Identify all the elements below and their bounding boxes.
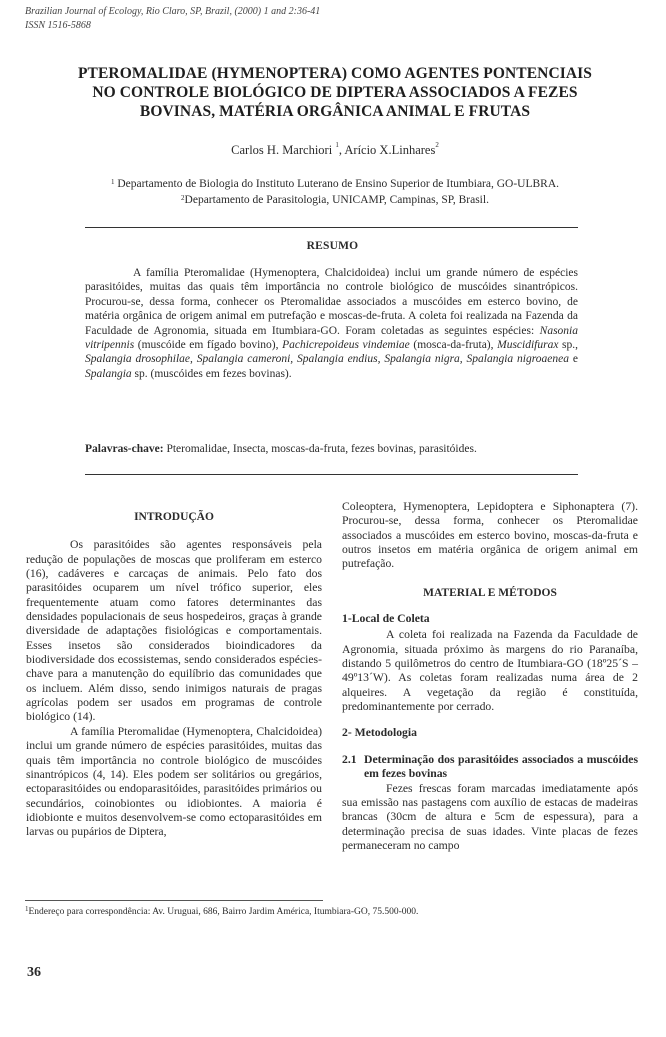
- rule-top: [85, 227, 578, 228]
- author-2-sup: 2: [435, 141, 439, 149]
- footnote: [25, 907, 645, 917]
- resumo-heading: RESUMO: [306, 240, 359, 252]
- footnote-sup: 1: [25, 905, 29, 913]
- species-4: Spalangia drosophilae, Spalangia cameroni, Spalangia endius, Spalangia nigra, Spalangia nigroaenea: [85, 353, 570, 366]
- author-1: Carlos H. Marchiori: [231, 143, 333, 157]
- method-paragraph: Fezes frescas foram marcadas imediatamente após sua emissão nas pastagens com auxílio de estacas de madeiras brancas (30cm de altura e 5cm de espessura), para a determinação precisa de suas idades. Vinte placas de fezes permaneceram no campo: [342, 781, 638, 852]
- resumo-paragraph: [85, 266, 578, 381]
- affiliation-2-sup: 2: [181, 194, 185, 202]
- right-paragraph-0: Coleoptera, Hymenoptera, Lepidoptera e Siphonaptera (7). Procurou-se, dessa forma, conhecer os Pteromalidae associados a muscóides em esterco bovino, moscas-da-fruta e outros insetos em matéria orgânica de origem animal em putrefação.: [342, 500, 638, 571]
- resumo-text-6: sp. (muscóides em fezes bovinas).: [131, 367, 292, 380]
- resumo-text-4: sp.,: [558, 339, 578, 352]
- author-sep: ,: [338, 143, 345, 157]
- species-1: Nasonia vitripennis: [85, 324, 578, 352]
- species-3: Muscidifurax: [497, 339, 559, 352]
- author-2: Arício X.Linhares: [344, 143, 436, 157]
- keywords-label: Palavras-chave:: [85, 443, 164, 455]
- page-number: 36: [27, 965, 41, 980]
- subsection-1-heading: 1-Local de Coleta: [342, 612, 430, 626]
- affiliation-1-sup: 1: [110, 178, 115, 186]
- species-2: Pachicrepoideus vindemiae: [282, 339, 410, 352]
- intro-paragraph-1: Os parasitóides são agentes responsáveis pela redução de populações de moscas que proliferam em esterco (16), cadáveres e carcaças de animais. Pelo fato dos parasitóides ocuparem um nível trófico superior, eles frequentemente atuam como fatores determinantes das densidades populacionais de seus hospedeiros, graças à grande diversidade de adaptações fisiológicas e comportamentais. Esses insetos são considerados bioindicadores da biodiversidade dos ecossistemas, sendo considerados espécies-chave para a manutenção do equilíbrio das comunidades que os incluem. Além disso, sendo inimigos naturais de pragas agrícolas podem ser usados em programas de controle biológico (14).: [26, 538, 322, 724]
- subsection-2-1-number: 2.1: [342, 752, 357, 766]
- intro-paragraph-2: A família Pteromalidae (Hymenoptera, Chalcidoidea) inclui um grande número de espécies parasitóides, muitas das quais têm importância no controle biológico de muscóides sinantrópicos (4, 14). Eles podem ser solitários ou gregários, ectoparasitóides ou endoparasitóides, parasitóides primários ou secundários, coinobiontes ou idiobiontes. A maioria é idiobionte e muitos desenvolvem-se como ectoparasitóides em larvas ou pupários de Diptera,: [26, 724, 322, 839]
- keywords: [85, 442, 578, 457]
- affiliation-2: [40, 192, 630, 208]
- rule-bottom: [85, 474, 578, 475]
- footnote-rule: [25, 900, 323, 901]
- resumo-body: [85, 266, 578, 381]
- affiliations: [40, 176, 630, 208]
- footnote-text: Endereço para correspondência: Av. Uruguai, 686, Bairro Jardim América, Itumbiara-GO, 75.500-000.: [28, 907, 419, 917]
- issn: ISSN 1516-5868: [25, 20, 91, 31]
- article-title: [40, 64, 630, 121]
- affiliation-1: [40, 176, 630, 192]
- subsection-2-heading: 2- Metodologia: [342, 726, 417, 740]
- subsection-2-1-title: Determinação dos parasitóides associados a muscóides em fezes bovinas: [364, 752, 638, 781]
- title-line-3: BOVINAS, MATÉRIA ORGÂNICA ANIMAL E FRUTAS: [139, 103, 531, 120]
- author-1-sup: 1: [335, 141, 339, 149]
- species-5: Spalangia: [85, 367, 132, 380]
- title-line-2: NO CONTROLE BIOLÓGICO DE DIPTERA ASSOCIADOS A FEZES: [92, 84, 578, 101]
- journal-citation: Brazilian Journal of Ecology, Rio Claro, SP, Brazil, (2000) 1 and 2:36-41: [25, 6, 321, 17]
- keywords-text: Pteromalidae, Insecta, moscas-da-fruta, fezes bovinas, parasitóides.: [163, 443, 477, 455]
- methods-heading: MATERIAL E MÉTODOS: [423, 586, 557, 599]
- right-column: [342, 500, 638, 853]
- resumo-text-3: (mosca-da-fruta),: [409, 339, 498, 352]
- title-line-1: PTEROMALIDAE (HYMENOPTERA) COMO AGENTES PONTENCIAIS: [77, 65, 593, 82]
- subsection-2-1-heading: [342, 753, 638, 782]
- resumo-text-5: e: [569, 353, 578, 366]
- authors: [40, 143, 630, 158]
- introduction-heading: INTRODUÇÃO: [134, 511, 214, 523]
- resumo-text-2: (muscóide em fígado bovino),: [134, 339, 283, 352]
- affiliation-1-text: Departamento de Biologia do Instituto Luterano de Ensino Superior de Itumbiara, GO-ULBRA.: [114, 178, 560, 190]
- left-column: [26, 510, 322, 840]
- location-paragraph: A coleta foi realizada na Fazenda da Faculdade de Agronomia, situada próximo às margens do rio Paranaíba, distando 5 quilômetros do centro de Itumbiara-GO (18º25´S – 49º13´W). As coletas foram realizadas numa área de 2 alqueires. A vegetação da região é constituída, predominantemente por cerrado.: [342, 628, 638, 714]
- affiliation-2-text: Departamento de Parasitologia, UNICAMP, Campinas, SP, Brasil.: [184, 194, 489, 206]
- resumo-text-1: A família Pteromalidae (Hymenoptera, Chalcidoidea) inclui um grande número de espécies parasitóides, muitas das quais têm importância no controle biológico de muscóides sinantrópicos. Procurou-se, dessa forma, conhecer os Pteromalidae associados a muscóides em esterco bovino, de matéria orgânica de origem animal em putrefação e moscas-de-fruta. A coleta foi realizada na Fazenda da Faculdade de Agronomia, situada em Itumbiara-GO. Foram coletadas as seguintes espécies:: [85, 267, 578, 337]
